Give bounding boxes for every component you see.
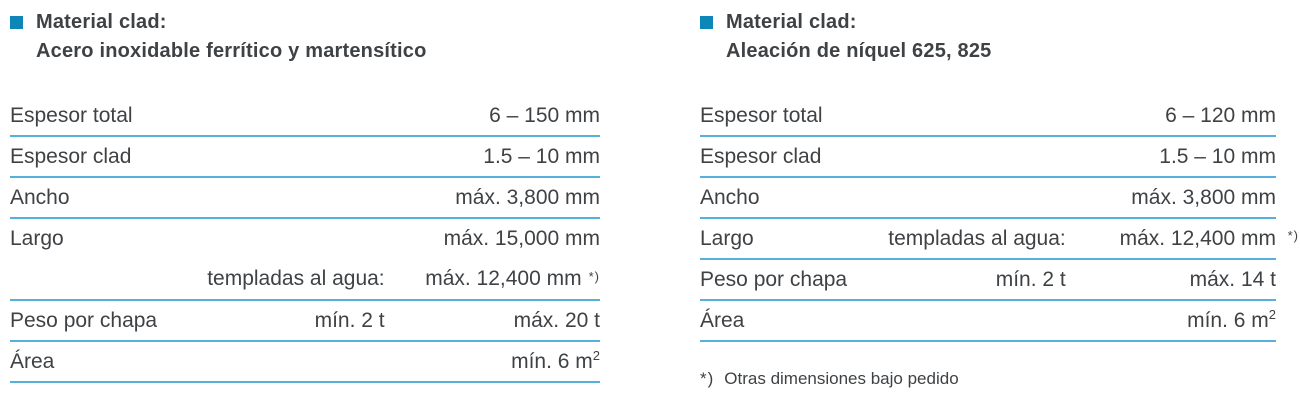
spec-table-nickel [700, 8, 1299, 389]
table-row-largo [10, 219, 600, 301]
row-label: Espesor clad [700, 144, 822, 168]
row-label: Ancho [10, 185, 70, 209]
footnote-text: Otras dimensiones bajo pedido [724, 369, 959, 388]
table-row-espesor-clad [700, 137, 1276, 178]
row-label: Espesor clad [10, 144, 132, 168]
row-value-text: máx. 12,400 mm [425, 267, 582, 290]
row-label: Área [700, 308, 745, 332]
material-title-right [726, 8, 992, 66]
row-value [385, 267, 600, 291]
material-title-left [36, 8, 427, 66]
table-row-peso [700, 260, 1276, 301]
square-bullet-icon [10, 16, 23, 29]
row-mid-label: templadas al agua: [207, 267, 385, 290]
footnote-marker: *) [1287, 228, 1299, 243]
row-label: Largo [700, 226, 754, 250]
material-title-prefix: Material clad: [36, 11, 167, 33]
row-value-text: mín. 6 m [1187, 308, 1269, 332]
row-value: máx. 20 t [513, 308, 600, 332]
largo-main-line [10, 219, 600, 259]
row-label: Peso por chapa [10, 308, 158, 332]
row-value [246, 347, 600, 374]
table-row-largo [700, 219, 1299, 260]
material-title-name: Aleación de níquel 625, 825 [726, 40, 992, 62]
table-row-ancho [700, 178, 1276, 219]
row-value: máx. 12,400 mm [1119, 226, 1276, 250]
footnote [700, 369, 1276, 389]
table-row-espesor-clad [10, 137, 600, 178]
table-row-espesor-total [700, 96, 1276, 137]
row-value: máx. 14 t [1189, 267, 1276, 291]
material-title-prefix: Material clad: [726, 11, 857, 33]
row-value-text: mín. 6 m [511, 349, 593, 373]
spec-table-stainless [10, 8, 600, 389]
material-header-right [700, 8, 1276, 66]
table-row-area [10, 342, 600, 383]
row-value: 6 – 150 mm [489, 103, 600, 127]
row-label: Área [10, 349, 55, 373]
row-value: 1.5 – 10 mm [1159, 144, 1276, 168]
row-label: Ancho [700, 185, 760, 209]
row-mid-label: templadas al agua: [888, 226, 1066, 250]
superscript: 2 [592, 347, 600, 363]
row-value: 6 – 120 mm [1165, 103, 1276, 127]
row-value: máx. 15,000 mm [443, 227, 600, 250]
table-row-area [700, 301, 1276, 342]
row-value: 1.5 – 10 mm [483, 144, 600, 168]
spec-table-left [10, 96, 600, 383]
footnote-marker: *) [588, 269, 600, 284]
row-value: máx. 3,800 mm [1131, 185, 1276, 209]
spec-table-right [700, 96, 1299, 342]
row-value: máx. 3,800 mm [455, 185, 600, 209]
row-label: Espesor total [700, 103, 823, 127]
largo-sub-line [10, 259, 600, 299]
row-mid-value: mín. 2 t [314, 308, 385, 332]
square-bullet-icon [700, 16, 713, 29]
row-value [930, 306, 1276, 333]
material-header-left [10, 8, 600, 66]
row-label: Largo [10, 227, 64, 250]
row-mid-value: mín. 2 t [995, 267, 1066, 291]
table-row-peso [10, 301, 600, 342]
table-row-ancho [10, 178, 600, 219]
superscript: 2 [1268, 306, 1276, 322]
footnote-marker: *) [700, 369, 715, 388]
material-title-name: Acero inoxidable ferrítico y martensítico [36, 40, 427, 62]
row-label: Espesor total [10, 103, 133, 127]
row-label: Peso por chapa [700, 267, 848, 291]
table-row-espesor-total [10, 96, 600, 137]
